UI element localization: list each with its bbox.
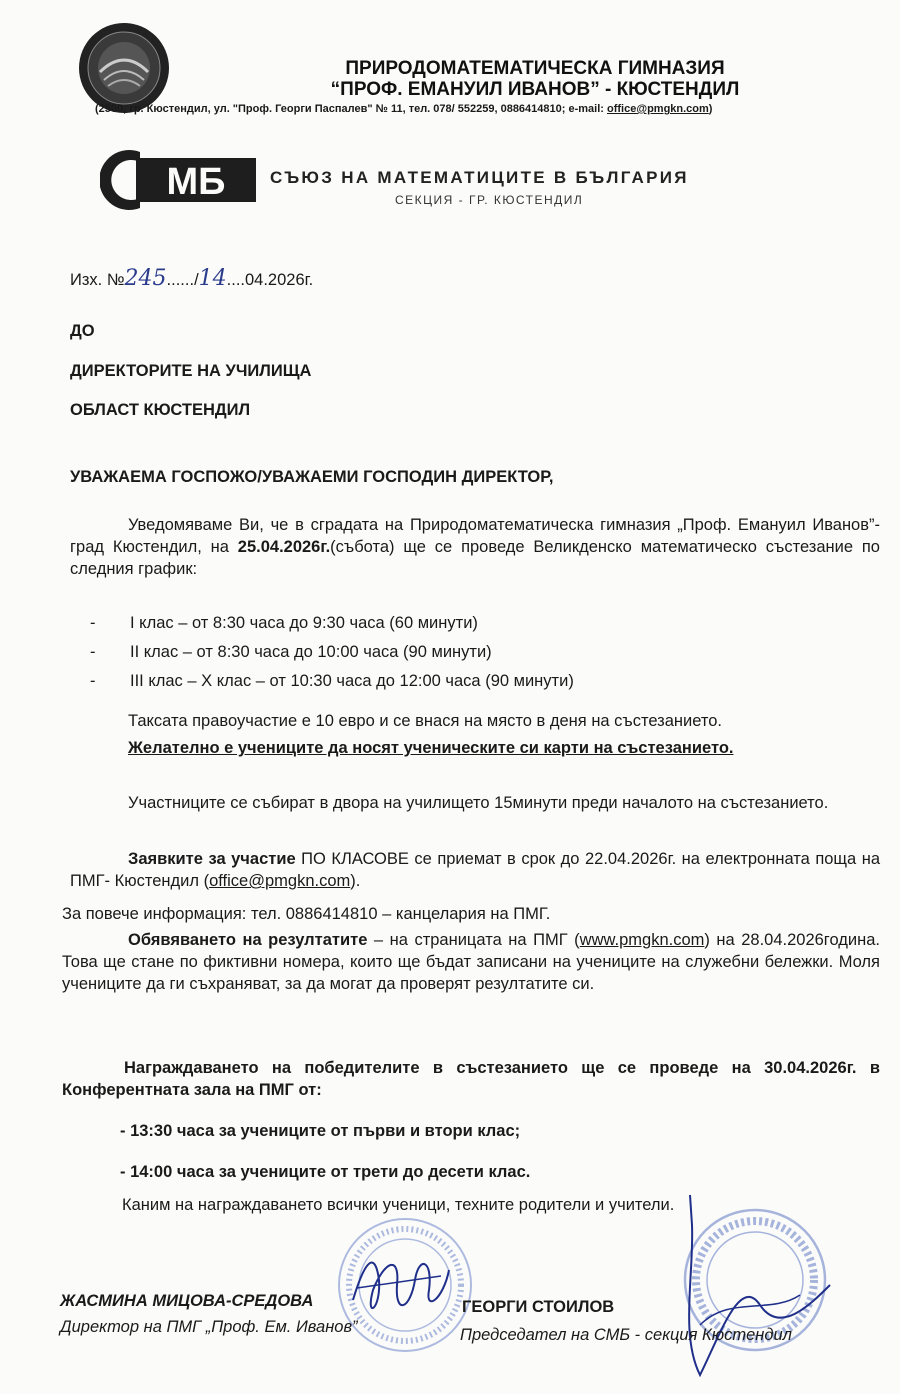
- competition-date: 25.04.2026г.: [237, 538, 331, 556]
- list-dash: -: [90, 672, 96, 690]
- school-name-line1: ПРИРОДОМАТЕМАТИЧЕСКА ГИМНАЗИЯ: [345, 58, 725, 79]
- gathering-paragraph: Участниците се събират в двора на училището 15минути преди началото на състезанието.: [128, 794, 829, 812]
- intro-paragraph: [70, 514, 880, 580]
- address-email: office@pmgkn.com: [607, 103, 709, 115]
- schedule-text: I клас – от 8:30 часа до 9:30 часа (60 минути): [130, 614, 478, 632]
- more-info: За повече информация: тел. 0886414810 – канцелария на ПМГ.: [62, 905, 551, 923]
- applications-end: ).: [350, 872, 361, 890]
- address-text: (2500, гр. Кюстендил, ул. "Проф. Георги Паспалев" № 11, тел. 078/ 552259, 0886414810; e-mail:: [95, 103, 607, 115]
- smb-section: СЕКЦИЯ - ГР. КЮСТЕНДИЛ: [395, 193, 584, 207]
- invitation: Каним на награждаването всички ученици, техните родители и учители.: [122, 1196, 675, 1214]
- awards-paragraph: Награждаването на победителите в състезанието ще се проведе на 30.04.2026г. в Конферентната зала на ПМГ от:: [62, 1059, 880, 1099]
- applications-label: Заявките за участие: [128, 850, 296, 868]
- reference-number: [70, 268, 313, 291]
- chairman-role: Председател на СМБ - секция Кюстендил: [460, 1326, 792, 1344]
- school-address: [95, 103, 865, 115]
- results-paragraph: [62, 929, 880, 995]
- school-logo: [78, 22, 170, 114]
- list-dash: -: [90, 643, 96, 661]
- list-dash: -: [90, 614, 96, 632]
- applications-email[interactable]: office@pmgkn.com: [209, 872, 351, 890]
- smb-logo: [100, 148, 260, 212]
- applications-paragraph: [70, 848, 880, 892]
- ref-handwritten-number: 245: [124, 266, 167, 291]
- results-text-end: ) на 28.04.2026година. Това ще стане по фиктивни номера, които ще бъдат записани на учениците на служебни бележки. Моля учениците да ги съхраняват, за да могат да проверят резултатите си.: [62, 931, 880, 993]
- ref-sep: /: [194, 271, 199, 289]
- results-label: Обявяването на резултатите: [128, 931, 368, 949]
- student-cards-note: Желателно е учениците да носят ученическите си карти на състезанието.: [128, 739, 734, 757]
- award-time: - 14:00 часа за учениците от трети до десети клас.: [120, 1163, 531, 1181]
- schedule-text: III клас – X клас – от 10:30 часа до 12:00 часа (90 минути): [130, 672, 574, 690]
- addressee-line3: ОБЛАСТ КЮСТЕНДИЛ: [70, 401, 251, 419]
- smb-name: СЪЮЗ НА МАТЕМАТИЦИТЕ В БЪЛГАРИЯ: [270, 168, 689, 187]
- director-signature: [345, 1240, 455, 1330]
- ref-dots: ......: [166, 271, 195, 289]
- applications-text: ПО КЛАСОВЕ се приемат в срок до 22.04.2026г. на електронната поща на ПМГ- Кюстендил (: [70, 850, 880, 890]
- chairman-name: ГЕОРГИ СТОИЛОВ: [462, 1298, 615, 1316]
- schedule-item: [90, 670, 790, 692]
- smb-logo-letters: МБ: [166, 161, 226, 203]
- fee-note: Таксата правоучастие е 10 евро и се внася на място в деня на състезанието.: [128, 712, 723, 730]
- results-text: – на страницата на ПМГ (: [367, 931, 580, 949]
- school-name-line2: “ПРОФ. ЕМАНУИЛ ИВАНОВ” - КЮСТЕНДИЛ: [330, 79, 740, 100]
- schedule-text: II клас – от 8:30 часа до 10:00 часа (90 минути): [130, 643, 492, 661]
- chairman-signature: [660, 1185, 860, 1385]
- intro-text: Уведомяваме Ви, че в сградата на Природоматематическа гимназия „Проф. Емануил Иванов”- град Кюстендил, на: [70, 516, 880, 556]
- ref-dots2: ....: [226, 271, 245, 289]
- address-end: ): [708, 103, 713, 115]
- schedule-item: [90, 612, 790, 634]
- director-name: ЖАСМИНА МИЦОВА-СРЕДОВА: [60, 1292, 314, 1310]
- schedule-item: [90, 641, 790, 663]
- ref-prefix: Изх. №: [70, 271, 125, 289]
- director-role: Директор на ПМГ „Проф. Ем. Иванов”: [60, 1318, 358, 1336]
- intro-text-end: (събота) ще се проведе Великденско математическо състезание по следния график:: [70, 538, 880, 578]
- ref-suffix: 04.2026г.: [245, 271, 314, 289]
- award-time: - 13:30 часа за учениците от първи и втори клас;: [120, 1122, 521, 1140]
- ref-handwritten-day: 14: [198, 266, 227, 291]
- addressee-line2: ДИРЕКТОРИТЕ НА УЧИЛИЩА: [70, 362, 312, 380]
- salutation: УВАЖАЕМА ГОСПОЖО/УВАЖАЕМИ ГОСПОДИН ДИРЕКТОР,: [70, 468, 554, 486]
- results-website[interactable]: www.pmgkn.com: [579, 931, 705, 949]
- addressee-line1: ДО: [70, 322, 95, 340]
